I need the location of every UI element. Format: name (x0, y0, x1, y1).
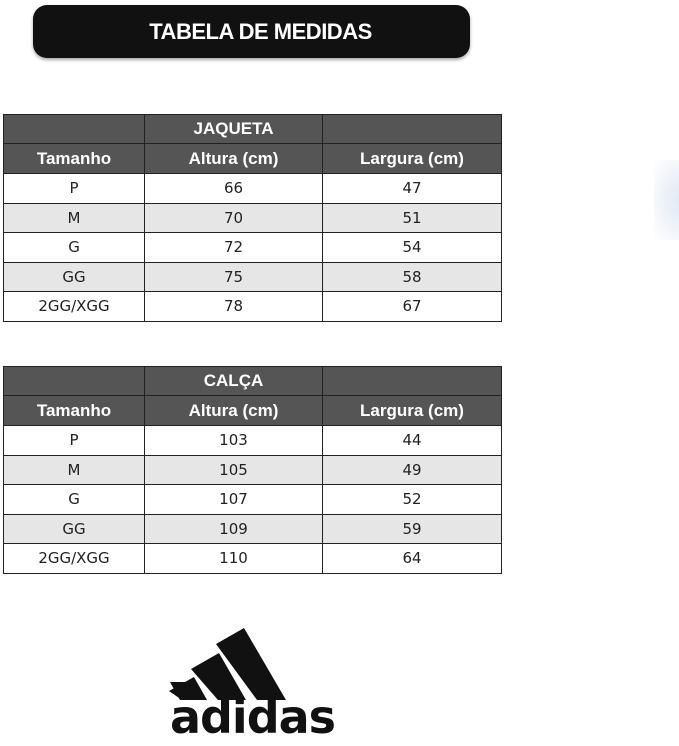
cell-width: 54 (323, 233, 502, 263)
table-row (4, 233, 502, 263)
cell-width: 59 (323, 514, 502, 544)
table-row (4, 203, 502, 233)
cell-height: 105 (145, 455, 323, 485)
column-header-height: Altura (cm) (145, 396, 323, 426)
product-row-empty-cell (323, 115, 502, 144)
cell-height: 110 (145, 544, 323, 574)
cell-size: 2GG/XGG (4, 292, 145, 322)
header-row (4, 396, 502, 426)
cell-size: GG (4, 262, 145, 292)
cell-width: 49 (323, 455, 502, 485)
cell-width: 44 (323, 426, 502, 456)
cell-width: 64 (323, 544, 502, 574)
cell-size: P (4, 174, 145, 204)
table-row (4, 426, 502, 456)
product-name: JAQUETA (145, 115, 323, 144)
product-row-empty-cell (4, 115, 145, 144)
cell-size: 2GG/XGG (4, 544, 145, 574)
table-row (4, 292, 502, 322)
table-row (4, 455, 502, 485)
cell-size: G (4, 233, 145, 263)
table-row (4, 262, 502, 292)
cell-height: 103 (145, 426, 323, 456)
column-header-height: Altura (cm) (145, 144, 323, 174)
cell-height: 75 (145, 262, 323, 292)
cell-width: 58 (323, 262, 502, 292)
size-table-calca (3, 366, 502, 574)
column-header-width: Largura (cm) (323, 144, 502, 174)
cell-height: 107 (145, 485, 323, 515)
cell-height: 70 (145, 203, 323, 233)
cell-width: 67 (323, 292, 502, 322)
cell-height: 66 (145, 174, 323, 204)
table-row (4, 514, 502, 544)
title-banner (33, 5, 470, 58)
cell-width: 47 (323, 174, 502, 204)
column-header-size: Tamanho (4, 396, 145, 426)
brand-logo (160, 620, 345, 746)
header-row (4, 144, 502, 174)
cell-size: M (4, 455, 145, 485)
adidas-three-stripes-icon (160, 620, 345, 700)
cell-size: P (4, 426, 145, 456)
light-glare (654, 160, 679, 240)
cell-size: GG (4, 514, 145, 544)
cell-height: 109 (145, 514, 323, 544)
logo-wordmark: adidas (169, 690, 336, 744)
product-row-empty-cell (4, 367, 145, 396)
page-title: TABELA DE MEDIDAS (149, 18, 372, 44)
cell-width: 52 (323, 485, 502, 515)
cell-height: 72 (145, 233, 323, 263)
size-table-jaqueta (3, 114, 502, 322)
table-row (4, 544, 502, 574)
column-header-size: Tamanho (4, 144, 145, 174)
cell-size: G (4, 485, 145, 515)
product-name: CALÇA (145, 367, 323, 396)
product-row (4, 367, 502, 396)
cell-width: 51 (323, 203, 502, 233)
cell-size: M (4, 203, 145, 233)
cell-height: 78 (145, 292, 323, 322)
table-row (4, 174, 502, 204)
column-header-width: Largura (cm) (323, 396, 502, 426)
product-row (4, 115, 502, 144)
product-row-empty-cell (323, 367, 502, 396)
table-row (4, 485, 502, 515)
